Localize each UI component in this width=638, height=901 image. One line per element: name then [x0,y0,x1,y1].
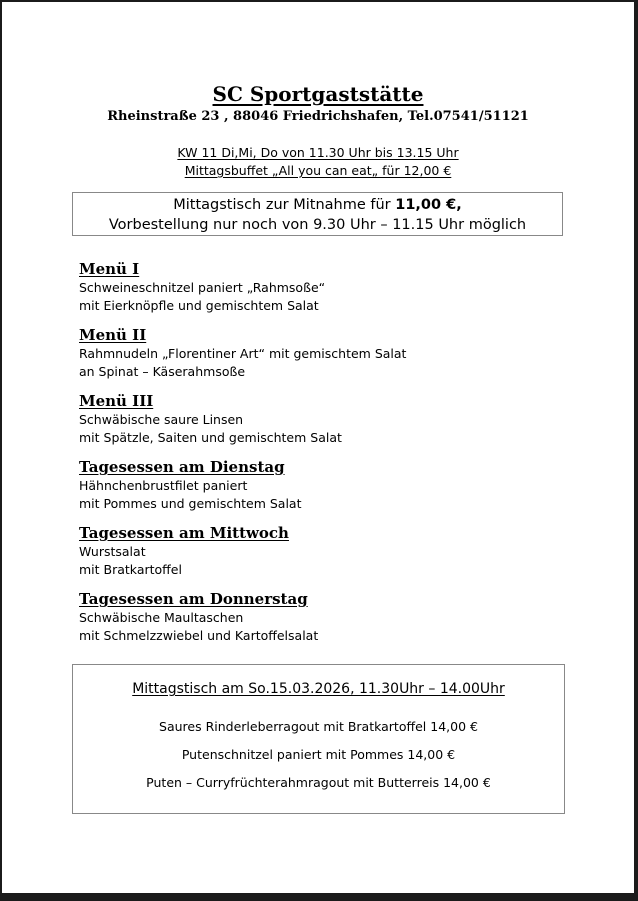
menu-title: Menü II [79,326,147,344]
sunday-dish: Putenschnitzel paniert mit Pommes 14,00 € [181,747,456,762]
menu-item [79,590,599,656]
menu-title: Tagesessen am Donnerstag [79,590,308,608]
menu-item [79,326,599,392]
menu-description: mit Schmelzzwiebel und Kartoffelsalat [79,628,319,643]
menu-title: Tagesessen am Mittwoch [79,524,289,542]
sunday-dish: Puten – Curryfrüchterahmragout mit Butterreis 14,00 € [146,775,491,790]
menu-item [79,392,599,458]
restaurant-title: SC Sportgaststätte [212,82,424,106]
sunday-box [72,664,565,814]
menu-description: mit Pommes und gemischtem Salat [79,496,302,511]
menu-item [79,524,599,590]
menu-title: Menü I [79,260,140,278]
takeaway-line-1 [73,195,562,215]
menu-page [2,2,634,893]
takeaway-line-2: Vorbestellung nur noch von 9.30 Uhr – 11.15 Uhr möglich [108,217,527,233]
menu-description: Schwäbische Maultaschen [79,610,244,625]
menu-item [79,260,599,326]
menu-title: Tagesessen am Dienstag [79,458,285,476]
menu-description: mit Bratkartoffel [79,562,182,577]
menu-description: Rahmnudeln „Florentiner Art“ mit gemischtem Salat [79,346,407,361]
takeaway-text: Mittagstisch zur Mitnahme für [173,197,396,213]
restaurant-address: Rheinstraße 23 , 88046 Friedrichshafen, Tel.07541/51121 [107,109,529,124]
menu-description: Schweineschnitzel paniert „Rahmsoße“ [79,280,326,295]
sunday-dish: Saures Rinderleberragout mit Bratkartoffel 14,00 € [159,719,478,734]
menu-description: mit Spätzle, Saiten und gemischtem Salat [79,430,342,445]
opening-hours: KW 11 Di,Mi, Do von 11.30 Uhr bis 13.15 Uhr [177,145,459,160]
menu-description: Hähnchenbrustfilet paniert [79,478,248,493]
buffet-offer: Mittagsbuffet „All you can eat„ für 12,00 € [184,163,452,178]
sunday-title: Mittagstisch am So.15.03.2026, 11.30Uhr – 14.00Uhr [132,681,505,697]
takeaway-box [72,192,563,236]
menu-item [79,458,599,524]
menu-description: mit Eierknöpfle und gemischtem Salat [79,298,319,313]
menu-description: Wurstsalat [79,544,146,559]
menu-title: Menü III [79,392,154,410]
menu-description: Schwäbische saure Linsen [79,412,244,427]
menu-list [79,260,599,656]
takeaway-price: 11,00 €, [395,197,462,213]
menu-description: an Spinat – Käserahmsoße [79,364,246,379]
